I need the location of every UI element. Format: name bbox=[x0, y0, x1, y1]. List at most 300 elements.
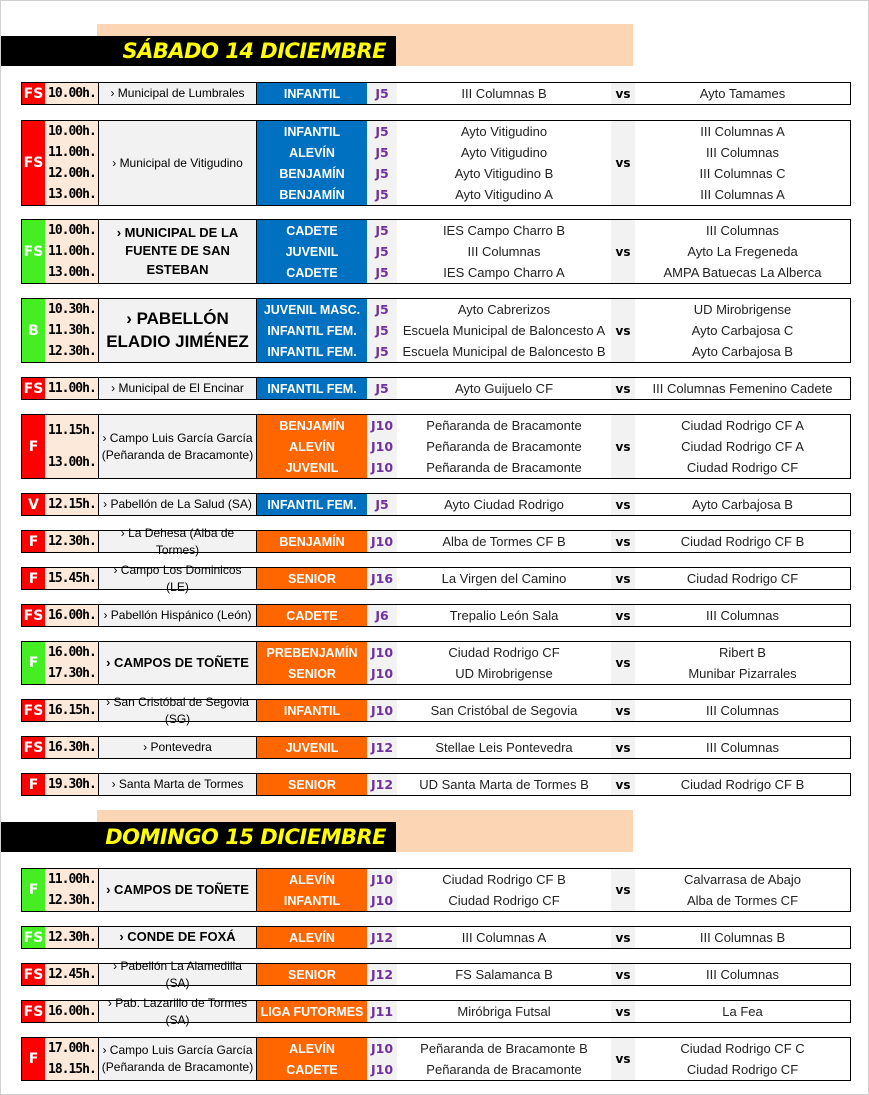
home-team-column bbox=[397, 1038, 611, 1080]
time-column bbox=[45, 605, 99, 626]
jornada-column bbox=[367, 220, 397, 283]
away-team-column bbox=[635, 415, 850, 478]
sport-badge: FS bbox=[22, 1001, 45, 1022]
away-team-column bbox=[635, 605, 850, 626]
away-team-column bbox=[635, 494, 850, 515]
away-team: III Columnas bbox=[706, 967, 779, 982]
away-team: III Columnas bbox=[706, 608, 779, 623]
category-label: INFANTIL bbox=[283, 893, 341, 908]
vs-label: vs bbox=[611, 700, 635, 721]
sport-badge: FS bbox=[22, 964, 45, 985]
kickoff-time: 12.15h. bbox=[48, 497, 96, 512]
sport-badge: V bbox=[22, 494, 45, 515]
home-team: Peñaranda de Bracamonte bbox=[426, 460, 582, 475]
kickoff-time: 12.30h. bbox=[48, 930, 96, 945]
away-team: Ayto Tamames bbox=[699, 86, 786, 101]
jornada-label: J5 bbox=[375, 344, 389, 359]
jornada-label: J5 bbox=[375, 86, 389, 101]
match-block bbox=[21, 414, 851, 479]
kickoff-time: 12.30h. bbox=[48, 893, 96, 908]
category-column bbox=[257, 869, 367, 911]
kickoff-time: 10.00h. bbox=[48, 124, 96, 139]
home-team: Ciudad Rodrigo CF bbox=[448, 645, 560, 660]
jornada-column bbox=[367, 415, 397, 478]
match-block bbox=[21, 493, 851, 516]
match-block bbox=[21, 219, 851, 284]
away-team: Ayto La Fregeneda bbox=[687, 244, 798, 259]
match-block bbox=[21, 773, 851, 796]
kickoff-time: 15.45h. bbox=[48, 571, 96, 586]
kickoff-time: 11.30h. bbox=[48, 323, 96, 338]
kickoff-time: 12.30h. bbox=[48, 344, 96, 359]
jornada-column bbox=[367, 1001, 397, 1022]
category-label: PREBENJAMÍN bbox=[266, 645, 358, 660]
home-team: Stellae Leis Pontevedra bbox=[435, 740, 573, 755]
home-team-column bbox=[397, 605, 611, 626]
match-block bbox=[21, 995, 851, 1027]
home-team-column bbox=[397, 927, 611, 948]
jornada-column bbox=[367, 83, 397, 104]
category-label: JUVENIL MASC. bbox=[263, 302, 361, 317]
away-team: III Columnas bbox=[706, 223, 779, 238]
day-banner bbox=[1, 810, 641, 852]
match-block bbox=[21, 298, 851, 363]
time-column bbox=[45, 415, 99, 478]
sport-badge: F bbox=[22, 1038, 45, 1080]
category-label: BENJAMÍN bbox=[279, 418, 345, 433]
category-label: JUVENIL bbox=[285, 244, 339, 259]
category-label: ALEVÍN bbox=[289, 1041, 335, 1056]
away-team: III Columnas A bbox=[700, 124, 785, 139]
jornada-label: J5 bbox=[375, 223, 389, 238]
kickoff-time: 16.15h. bbox=[48, 703, 96, 718]
vs-label: vs bbox=[611, 927, 635, 948]
away-team-column bbox=[635, 642, 850, 684]
vs-label: vs bbox=[611, 220, 635, 283]
time-column bbox=[45, 642, 99, 684]
match-block bbox=[21, 377, 851, 400]
away-team: Ayto Carbajosa B bbox=[692, 344, 793, 359]
away-team: Ciudad Rodrigo CF B bbox=[680, 534, 805, 549]
away-team-column bbox=[635, 964, 850, 985]
category-label: ALEVÍN bbox=[289, 439, 335, 454]
time-column bbox=[45, 700, 99, 721]
category-label: CADETE bbox=[286, 1062, 338, 1077]
sport-badge: FS bbox=[22, 700, 45, 721]
venue-name: › CONDE DE FOXÁ bbox=[99, 927, 257, 948]
away-team-column bbox=[635, 220, 850, 283]
away-team-column bbox=[635, 568, 850, 589]
time-column bbox=[45, 774, 99, 795]
jornada-label: J5 bbox=[375, 302, 389, 317]
kickoff-time: 11.00h. bbox=[48, 872, 96, 887]
category-label: SENIOR bbox=[288, 967, 336, 982]
jornada-label: J10 bbox=[370, 534, 394, 549]
venue-name: › Campo Luis García García (Peñaranda de Bracamonte) bbox=[99, 1038, 257, 1080]
category-label: CADETE bbox=[286, 265, 338, 280]
home-team: Escuela Municipal de Baloncesto B bbox=[402, 344, 606, 359]
category-column bbox=[257, 299, 367, 362]
home-team: Peñaranda de Bracamonte B bbox=[420, 1041, 588, 1056]
kickoff-time: 11.00h. bbox=[48, 244, 96, 259]
category-column bbox=[257, 415, 367, 478]
category-label: BENJAMÍN bbox=[279, 534, 345, 549]
away-team: Ciudad Rodrigo CF bbox=[686, 1062, 799, 1077]
home-team: III Columnas bbox=[467, 244, 541, 259]
jornada-label: J12 bbox=[370, 930, 394, 945]
kickoff-time: 16.00h. bbox=[48, 645, 96, 660]
jornada-label: J10 bbox=[370, 666, 394, 681]
jornada-column bbox=[367, 700, 397, 721]
home-team: Peñaranda de Bracamonte bbox=[426, 418, 582, 433]
jornada-column bbox=[367, 605, 397, 626]
time-column bbox=[45, 378, 99, 399]
away-team-column bbox=[635, 121, 850, 205]
jornada-column bbox=[367, 378, 397, 399]
match-block bbox=[21, 120, 851, 206]
time-column bbox=[45, 1038, 99, 1080]
category-label: INFANTIL FEM. bbox=[267, 381, 357, 396]
match-block bbox=[21, 1037, 851, 1081]
time-column bbox=[45, 964, 99, 985]
home-team: Miróbriga Futsal bbox=[457, 1004, 551, 1019]
home-team: Alba de Tormes CF B bbox=[442, 534, 566, 549]
category-label: BENJAMÍN bbox=[279, 187, 345, 202]
sport-badge: FS bbox=[22, 220, 45, 283]
kickoff-time: 18.15h. bbox=[48, 1062, 96, 1077]
home-team: Ayto Vitigudino bbox=[460, 145, 548, 160]
away-team: III Columnas Femenino Cadete bbox=[652, 381, 833, 396]
jornada-label: J10 bbox=[370, 1062, 394, 1077]
away-team-column bbox=[635, 531, 850, 552]
category-column bbox=[257, 737, 367, 758]
away-team: III Columnas B bbox=[699, 930, 786, 945]
category-column bbox=[257, 220, 367, 283]
category-column bbox=[257, 494, 367, 515]
away-team-column bbox=[635, 869, 850, 911]
home-team-column bbox=[397, 774, 611, 795]
jornada-label: J16 bbox=[370, 571, 394, 586]
away-team: Munibar Pizarrales bbox=[688, 666, 797, 681]
jornada-column bbox=[367, 531, 397, 552]
category-column bbox=[257, 774, 367, 795]
category-column bbox=[257, 83, 367, 104]
category-label: SENIOR bbox=[288, 571, 336, 586]
jornada-label: J10 bbox=[370, 460, 394, 475]
kickoff-time: 10.30h. bbox=[48, 302, 96, 317]
jornada-label: J5 bbox=[375, 166, 389, 181]
category-column bbox=[257, 531, 367, 552]
sport-badge: F bbox=[22, 531, 45, 552]
jornada-label: J5 bbox=[375, 124, 389, 139]
home-team: Ayto Ciudad Rodrigo bbox=[444, 497, 564, 512]
away-team: Ciudad Rodrigo CF bbox=[686, 571, 799, 586]
venue-name: › San Cristóbal de Segovia (SG) bbox=[99, 700, 257, 721]
category-label: ALEVÍN bbox=[289, 145, 335, 160]
vs-label: vs bbox=[611, 121, 635, 205]
home-team-column bbox=[397, 964, 611, 985]
vs-label: vs bbox=[611, 494, 635, 515]
vs-label: vs bbox=[611, 531, 635, 552]
vs-label: vs bbox=[611, 378, 635, 399]
kickoff-time: 10.00h. bbox=[48, 223, 96, 238]
away-team: Ayto Carbajosa B bbox=[692, 497, 793, 512]
kickoff-time: 12.30h. bbox=[48, 534, 96, 549]
jornada-column bbox=[367, 121, 397, 205]
away-team-column bbox=[635, 1038, 850, 1080]
vs-label: vs bbox=[611, 869, 635, 911]
jornada-label: J5 bbox=[375, 265, 389, 280]
match-block bbox=[21, 694, 851, 726]
home-team: III Columnas B bbox=[461, 86, 547, 101]
away-team: III Columnas C bbox=[699, 166, 786, 181]
venue-name: › Municipal de Vitigudino bbox=[99, 121, 257, 205]
away-team: UD Mirobrigense bbox=[693, 302, 792, 317]
time-column bbox=[45, 927, 99, 948]
category-label: INFANTIL FEM. bbox=[267, 344, 357, 359]
home-team: IES Campo Charro A bbox=[443, 265, 565, 280]
category-column bbox=[257, 1001, 367, 1022]
jornada-column bbox=[367, 299, 397, 362]
jornada-label: J5 bbox=[375, 323, 389, 338]
kickoff-time: 11.00h. bbox=[48, 381, 96, 396]
category-label: SENIOR bbox=[288, 666, 336, 681]
vs-label: vs bbox=[611, 568, 635, 589]
category-column bbox=[257, 378, 367, 399]
category-label: INFANTIL bbox=[283, 124, 341, 139]
vs-label: vs bbox=[611, 774, 635, 795]
kickoff-time: 11.15h. bbox=[48, 423, 96, 439]
away-team: Ciudad Rodrigo CF C bbox=[680, 1041, 805, 1056]
category-label: INFANTIL FEM. bbox=[267, 323, 357, 338]
sport-badge: FS bbox=[22, 927, 45, 948]
venue-name: › Campo Luis García García (Peñaranda de Bracamonte) bbox=[99, 415, 257, 478]
venue-name: › Pontevedra bbox=[99, 737, 257, 758]
category-label: INFANTIL FEM. bbox=[267, 497, 357, 512]
home-team: La Virgen del Camino bbox=[441, 571, 567, 586]
jornada-label: J10 bbox=[370, 439, 394, 454]
match-block bbox=[21, 525, 851, 557]
away-team: Ciudad Rodrigo CF B bbox=[680, 777, 805, 792]
home-team: Ayto Cabrerizos bbox=[457, 302, 551, 317]
away-team: Alba de Tormes CF bbox=[686, 893, 799, 908]
vs-label: vs bbox=[611, 964, 635, 985]
time-column bbox=[45, 737, 99, 758]
time-column bbox=[45, 568, 99, 589]
jornada-label: J5 bbox=[375, 187, 389, 202]
away-team: III Columnas A bbox=[700, 187, 785, 202]
away-team: La Fea bbox=[722, 1004, 763, 1019]
jornada-column bbox=[367, 927, 397, 948]
jornada-label: J10 bbox=[370, 893, 394, 908]
sport-badge: FS bbox=[22, 378, 45, 399]
away-team-column bbox=[635, 378, 850, 399]
day-title: DOMINGO 15 DICIEMBRE bbox=[105, 825, 386, 849]
jornada-column bbox=[367, 568, 397, 589]
day-banner bbox=[1, 24, 641, 66]
time-column bbox=[45, 299, 99, 362]
jornada-label: J5 bbox=[375, 381, 389, 396]
vs-label: vs bbox=[611, 642, 635, 684]
venue-name: › Pabellón La Alamedilla (SA) bbox=[99, 964, 257, 985]
home-team: III Columnas A bbox=[461, 930, 547, 945]
category-label: INFANTIL bbox=[283, 86, 341, 101]
kickoff-time: 16.00h. bbox=[48, 608, 96, 623]
away-team-column bbox=[635, 700, 850, 721]
home-team: FS Salamanca B bbox=[455, 967, 553, 982]
jornada-label: J12 bbox=[370, 777, 394, 792]
kickoff-time: 12.45h. bbox=[48, 967, 96, 982]
category-label: INFANTIL bbox=[283, 703, 341, 718]
away-team: Ciudad Rodrigo CF A bbox=[681, 439, 804, 454]
home-team-column bbox=[397, 869, 611, 911]
match-block bbox=[21, 82, 851, 105]
match-block bbox=[21, 926, 851, 949]
sport-badge: FS bbox=[22, 605, 45, 626]
jornada-label: J11 bbox=[370, 1004, 394, 1019]
kickoff-time: 13.00h. bbox=[48, 265, 96, 280]
kickoff-time: 17.30h. bbox=[48, 666, 96, 681]
match-block bbox=[21, 641, 851, 685]
kickoff-time: 16.00h. bbox=[48, 1004, 96, 1019]
away-team: III Columnas bbox=[706, 740, 779, 755]
home-team-column bbox=[397, 220, 611, 283]
away-team-column bbox=[635, 1001, 850, 1022]
away-team-column bbox=[635, 83, 850, 104]
category-column bbox=[257, 700, 367, 721]
time-column bbox=[45, 121, 99, 205]
sport-badge: F bbox=[22, 568, 45, 589]
kickoff-time: 10.00h. bbox=[48, 86, 96, 101]
kickoff-time: 13.00h. bbox=[48, 454, 96, 470]
jornada-label: J10 bbox=[370, 645, 394, 660]
category-column bbox=[257, 568, 367, 589]
vs-label: vs bbox=[611, 415, 635, 478]
time-column bbox=[45, 220, 99, 283]
home-team: Peñaranda de Bracamonte bbox=[426, 439, 582, 454]
away-team: Ciudad Rodrigo CF A bbox=[681, 418, 804, 433]
jornada-column bbox=[367, 1038, 397, 1080]
home-team: Ayto Vitigudino bbox=[460, 124, 548, 139]
vs-label: vs bbox=[611, 299, 635, 362]
jornada-label: J10 bbox=[370, 418, 394, 433]
match-block bbox=[21, 958, 851, 990]
category-column bbox=[257, 605, 367, 626]
away-team: AMPA Batuecas La Alberca bbox=[663, 265, 822, 280]
home-team: San Cristóbal de Segovia bbox=[430, 703, 578, 718]
home-team: Peñaranda de Bracamonte bbox=[426, 1062, 582, 1077]
home-team-column bbox=[397, 83, 611, 104]
venue-name: › CAMPOS DE TOÑETE bbox=[99, 642, 257, 684]
venue-name: › Campo Los Dominicos (LE) bbox=[99, 568, 257, 589]
away-team-column bbox=[635, 299, 850, 362]
vs-label: vs bbox=[611, 737, 635, 758]
jornada-column bbox=[367, 774, 397, 795]
match-block bbox=[21, 562, 851, 594]
time-column bbox=[45, 83, 99, 104]
sport-badge: B bbox=[22, 299, 45, 362]
home-team-column bbox=[397, 1001, 611, 1022]
away-team: Calvarrasa de Abajo bbox=[683, 872, 802, 887]
away-team-column bbox=[635, 737, 850, 758]
jornada-label: J5 bbox=[375, 145, 389, 160]
kickoff-time: 13.00h. bbox=[48, 187, 96, 202]
venue-name: › Pabellón Hispánico (León) bbox=[99, 605, 257, 626]
kickoff-time: 19.30h. bbox=[48, 777, 96, 792]
jornada-label: J12 bbox=[370, 740, 394, 755]
day-title: SÁBADO 14 DICIEMBRE bbox=[122, 39, 386, 63]
jornada-label: J10 bbox=[370, 1041, 394, 1056]
jornada-column bbox=[367, 869, 397, 911]
venue-name: › Pab. Lazarillo de Tormes (SA) bbox=[99, 1001, 257, 1022]
vs-label: vs bbox=[611, 1038, 635, 1080]
category-label: BENJAMÍN bbox=[279, 166, 345, 181]
home-team: UD Santa Marta de Tormes B bbox=[419, 777, 589, 792]
away-team-column bbox=[635, 774, 850, 795]
jornada-column bbox=[367, 737, 397, 758]
time-column bbox=[45, 869, 99, 911]
category-label: SENIOR bbox=[288, 777, 336, 792]
home-team: UD Mirobrigense bbox=[455, 666, 553, 681]
home-team: Trepalio León Sala bbox=[449, 608, 559, 623]
home-team: Escuela Municipal de Baloncesto A bbox=[402, 323, 606, 338]
home-team-column bbox=[397, 568, 611, 589]
sport-badge: F bbox=[22, 415, 45, 478]
jornada-label: J6 bbox=[375, 608, 389, 623]
sport-badge: F bbox=[22, 774, 45, 795]
category-label: ALEVÍN bbox=[289, 872, 335, 887]
home-team-column bbox=[397, 642, 611, 684]
home-team: Ayto Vitigudino A bbox=[455, 187, 553, 202]
category-column bbox=[257, 121, 367, 205]
home-team: Ayto Vitigudino B bbox=[454, 166, 554, 181]
category-column bbox=[257, 927, 367, 948]
home-team: Ciudad Rodrigo CF B bbox=[442, 872, 566, 887]
home-team-column bbox=[397, 531, 611, 552]
match-block bbox=[21, 604, 851, 627]
time-column bbox=[45, 1001, 99, 1022]
home-team-column bbox=[397, 378, 611, 399]
venue-name: › Municipal de El Encinar bbox=[99, 378, 257, 399]
kickoff-time: 16.30h. bbox=[48, 740, 96, 755]
away-team: III Columnas bbox=[706, 145, 779, 160]
home-team: Ayto Guijuelo CF bbox=[454, 381, 554, 396]
home-team-column bbox=[397, 415, 611, 478]
jornada-label: J10 bbox=[370, 872, 394, 887]
venue-name: › CAMPOS DE TOÑETE bbox=[99, 869, 257, 911]
category-column bbox=[257, 964, 367, 985]
vs-label: vs bbox=[611, 83, 635, 104]
category-label: ALEVÍN bbox=[289, 930, 335, 945]
jornada-column bbox=[367, 642, 397, 684]
jornada-label: J12 bbox=[370, 967, 394, 982]
category-label: LIGA FUTORMES bbox=[260, 1004, 364, 1019]
time-column bbox=[45, 494, 99, 515]
away-team: Ciudad Rodrigo CF bbox=[686, 460, 799, 475]
category-label: CADETE bbox=[286, 223, 338, 238]
away-team: Ribert B bbox=[719, 645, 766, 660]
venue-name: › Pabellón de La Salud (SA) bbox=[99, 494, 257, 515]
away-team-column bbox=[635, 927, 850, 948]
home-team-column bbox=[397, 494, 611, 515]
match-block bbox=[21, 736, 851, 759]
category-label: CADETE bbox=[286, 608, 338, 623]
kickoff-time: 11.00h. bbox=[48, 145, 96, 160]
category-column bbox=[257, 642, 367, 684]
home-team: Ciudad Rodrigo CF bbox=[448, 893, 560, 908]
sport-badge: F bbox=[22, 869, 45, 911]
venue-name: › Municipal de Lumbrales bbox=[99, 83, 257, 104]
